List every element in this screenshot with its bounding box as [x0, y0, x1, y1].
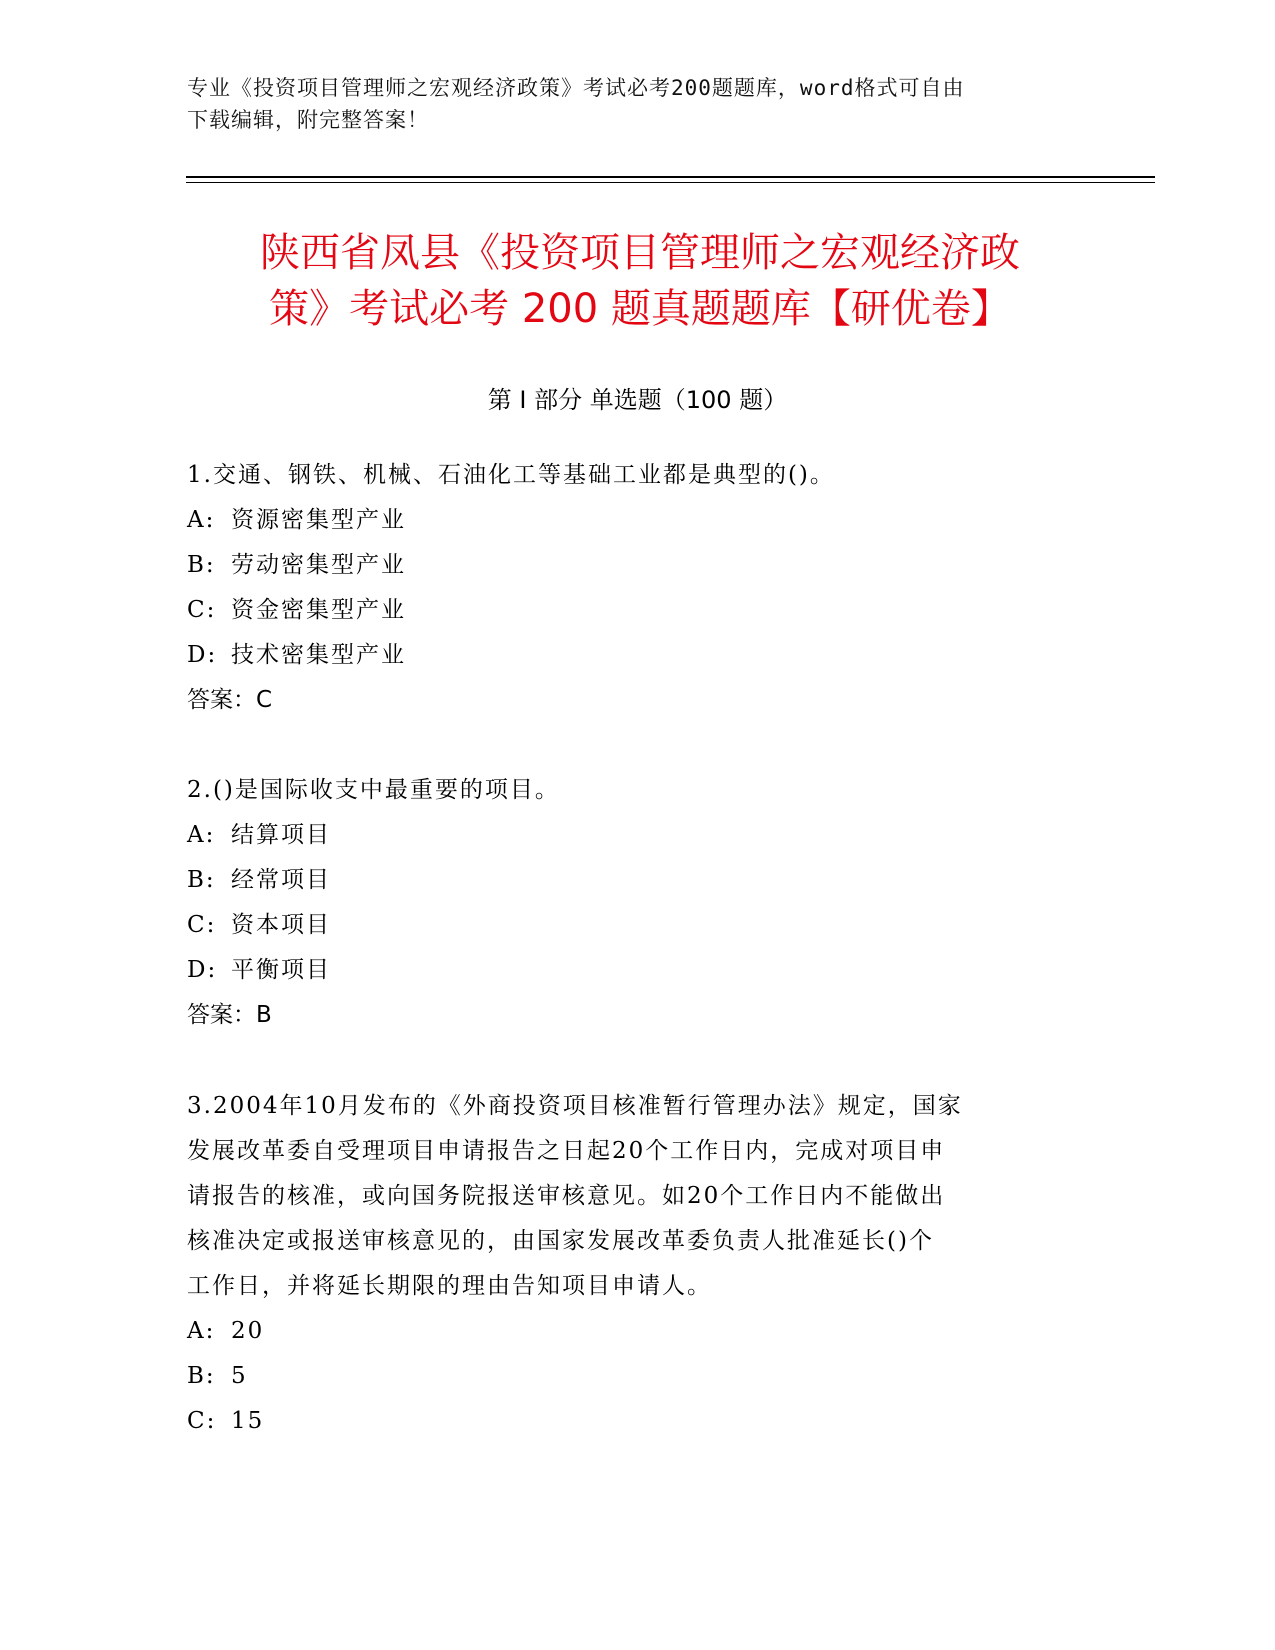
question-stem-line: 3.2004年10月发布的《外商投资项目核准暂行管理办法》规定，国家	[187, 1093, 963, 1119]
question-stem-line: 发展改革委自受理项目申请报告之日起20个工作日内，完成对项目申	[187, 1138, 946, 1164]
option-text: 5	[231, 1363, 248, 1389]
option-c	[187, 1399, 1087, 1444]
option-key: D:	[187, 957, 218, 983]
document-title-line-2: 策》考试必考 200 题真题题库【研优卷】	[269, 286, 1011, 332]
option-c	[187, 903, 1087, 948]
option-text: 平衡项目	[231, 957, 331, 983]
option-text: 资本项目	[231, 912, 331, 938]
header-rule-thin	[186, 182, 1155, 183]
option-d	[187, 633, 1087, 678]
option-key: C:	[187, 597, 217, 623]
question-stem-line: 请报告的核准，或向国务院报送审核意见。如20个工作日内不能做出	[187, 1183, 946, 1209]
question-3	[187, 1084, 1087, 1444]
answer: 答案：B	[187, 1002, 272, 1028]
option-key: B:	[187, 1363, 216, 1389]
question-stem: 2.()是国际收支中最重要的项目。	[187, 777, 560, 803]
option-c	[187, 588, 1087, 633]
option-text: 资金密集型产业	[231, 597, 406, 623]
document-title-line-1: 陕西省凤县《投资项目管理师之宏观经济政	[260, 230, 1020, 276]
option-a	[187, 498, 1087, 543]
question-stem: 1.交通、钢铁、机械、石油化工等基础工业都是典型的()。	[187, 462, 835, 488]
section-heading: 第 I 部分 单选题（100 题）	[487, 386, 788, 414]
document-title	[140, 225, 1140, 337]
question-1	[187, 453, 1087, 723]
header-note	[187, 72, 1087, 136]
option-text: 15	[231, 1408, 265, 1434]
option-key: B:	[187, 867, 216, 893]
option-a	[187, 1309, 1087, 1354]
header-note-line-1: 专业《投资项目管理师之宏观经济政策》考试必考200题题库，word格式可自由	[187, 76, 965, 100]
option-key: B:	[187, 552, 216, 578]
option-text: 劳动密集型产业	[231, 552, 406, 578]
option-key: C:	[187, 912, 217, 938]
option-b	[187, 1354, 1087, 1399]
option-key: A:	[187, 507, 216, 533]
option-a	[187, 813, 1087, 858]
answer: 答案：C	[187, 687, 273, 713]
option-text: 技术密集型产业	[231, 642, 406, 668]
option-b	[187, 858, 1087, 903]
option-text: 资源密集型产业	[231, 507, 406, 533]
option-b	[187, 543, 1087, 588]
header-note-line-2: 下载编辑，附完整答案！	[187, 108, 429, 132]
option-text: 20	[231, 1318, 265, 1344]
question-stem-line: 工作日，并将延长期限的理由告知项目申请人。	[187, 1273, 712, 1299]
option-key: A:	[187, 1318, 216, 1344]
option-text: 结算项目	[231, 822, 331, 848]
question-stem-line: 核准决定或报送审核意见的，由国家发展改革委负责人批准延长()个	[187, 1228, 934, 1254]
option-d	[187, 948, 1087, 993]
option-key: A:	[187, 822, 216, 848]
option-text: 经常项目	[231, 867, 331, 893]
header-rule-thick	[186, 176, 1155, 178]
option-key: D:	[187, 642, 218, 668]
question-2	[187, 768, 1087, 1038]
option-key: C:	[187, 1408, 217, 1434]
